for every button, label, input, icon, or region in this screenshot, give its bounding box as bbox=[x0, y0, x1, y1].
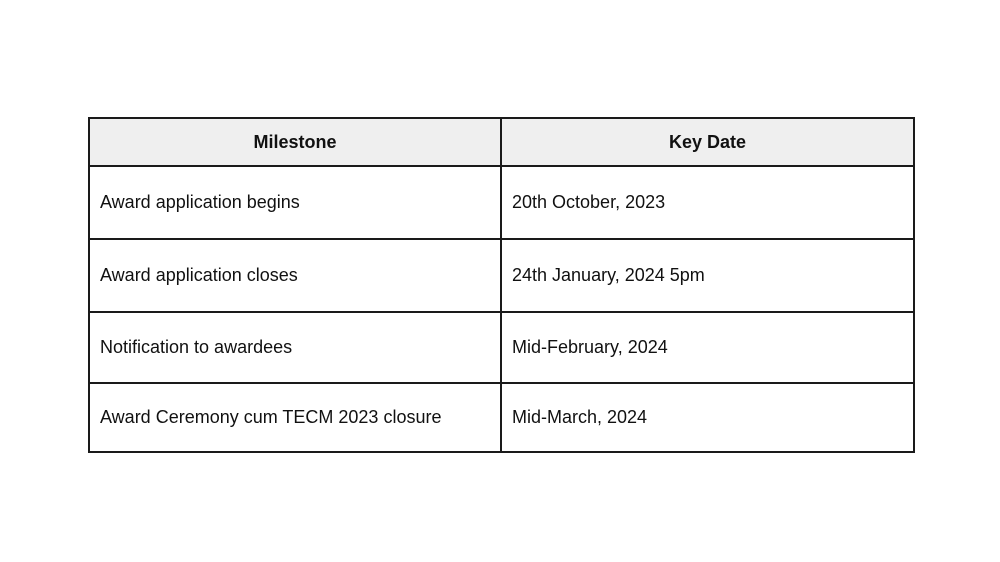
key-date-cell: 20th October, 2023 bbox=[501, 166, 914, 239]
milestone-column-header: Milestone bbox=[89, 118, 501, 166]
key-date-column-header: Key Date bbox=[501, 118, 914, 166]
milestones-table-container bbox=[88, 117, 913, 453]
milestones-table bbox=[88, 117, 915, 453]
milestone-cell: Award Ceremony cum TECM 2023 closure bbox=[89, 383, 501, 452]
table-row bbox=[89, 239, 914, 312]
table-row bbox=[89, 166, 914, 239]
key-date-cell: 24th January, 2024 5pm bbox=[501, 239, 914, 312]
table-header-row bbox=[89, 118, 914, 166]
milestone-cell: Award application closes bbox=[89, 239, 501, 312]
milestone-cell: Notification to awardees bbox=[89, 312, 501, 383]
key-date-cell: Mid-March, 2024 bbox=[501, 383, 914, 452]
table-row bbox=[89, 383, 914, 452]
key-date-cell: Mid-February, 2024 bbox=[501, 312, 914, 383]
milestone-cell: Award application begins bbox=[89, 166, 501, 239]
table-row bbox=[89, 312, 914, 383]
